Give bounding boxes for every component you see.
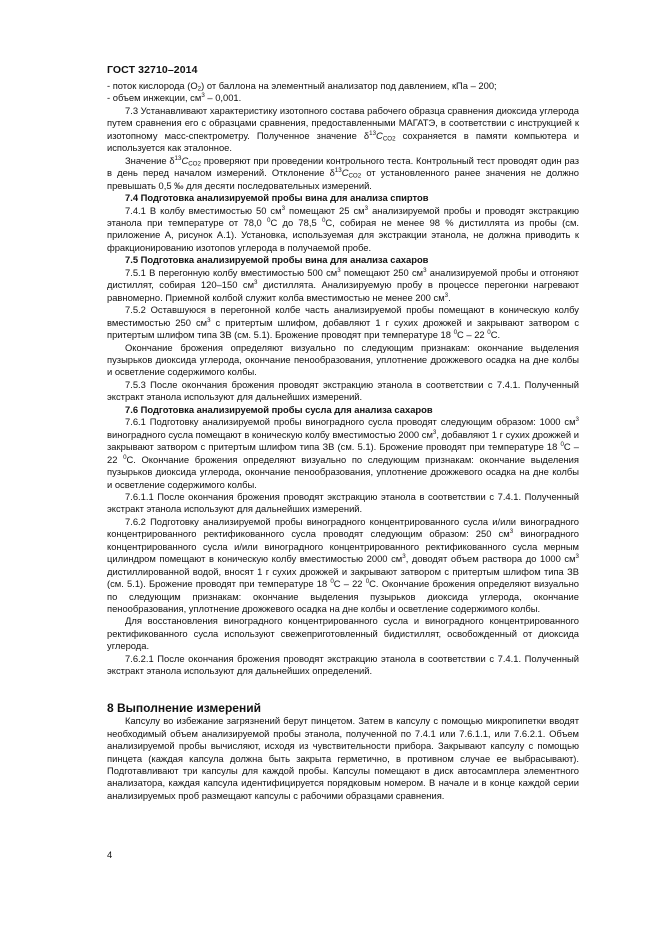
subsection-heading: 7.6 Подготовка анализируемой пробы сусла для анализа сахаров — [125, 403, 433, 415]
section-8-title: 8 Выполнение измерений — [107, 700, 261, 715]
paragraph: 7.6.1.1 После окончания брожения проводят экстракцию этанола в соответствии с 7.4.1. Полученный экстракт этанола используют для дальнейших измерений. — [107, 490, 579, 515]
paragraph: 7.5.1 В перегонную колбу вместимостью 500 $см^3$ помещают 250 $см^3$ анализируемой пробы и отгоняют дистиллят, собирая 120–150 $см^3$ дистиллята. Анализируемую пробу в процессе перегонки нагревают равномерно. Приемной колбой служит колба вместимостью не менее 200 $см^3$. — [107, 266, 579, 303]
paragraph: 7.6.2.1 После окончания брожения проводят экстракцию этанола в соответствии с 7.4.1. Полученный экстракт этанола используют для дальнейших определений. — [107, 652, 579, 677]
paragraph: 7.5.2 Оставшуюся в перегонной колбе часть анализируемой пробы помещают в коническую колбу вместимостью 250 $см^3$ с притертым шлифом, добавляют 1 г сухих дрожжей и закрывают затвором с притертым шлифом типа ЗВ (см. 5.1). Брожение проводят при температуре 18 $^0$С – 22 $^0$С. — [107, 304, 580, 341]
paragraph: 7.6.2 Подготовку анализируемой пробы виноградного концентрированного сусла и/или виноградного концентрированного ректификованного сусла проводят следующим образом: 250 $см^3$ виноградного концентрированного сусла и/или виноградного концентрированного ректификованного сусла мерным цилиндром помещают в коническую колбу вместимостью 2000 $см^3$, доводят объем раствора до 1000 $см^3$ дистиллированной водой, вносят 1 г сухих дрожжей и закрывают затвором с притертым шлифом типа ЗВ (см. 5.1). Брожение проводят при температуре 18 $^0$С – 22 $^0$С. Окончание брожения определяют визуально по следующим признакам: окончание выделения пузырьков диоксида углерода, окончание пенообразования, уплотнение дрожжевого осадка на дне колбы и осветление содержимого колбы. — [107, 515, 579, 615]
paragraph: 7.6.1 Подготовку анализируемой пробы виноградного сусла проводят следующим образом: 1000 $см^3$ виноградного сусла помещают в коническую колбу вместимостью 2000 $см^3$, добавляют 1 г сухих дрожжей и закрывают затвором с притертым шлифом типа ЗВ (см. 5.1). Брожение проводят при температуре 18 $^0$С – 22 $^0$С. Окончание брожения определяют визуально по следующим признакам: окончание выделения пузырьков диоксида углерода, окончание пенообразования, уплотнение дрожжевого осадка на дне колбы и осветление содержимого колбы. — [107, 416, 579, 490]
subsection-heading: 7.4 Подготовка анализируемой пробы вина для анализа спиртов — [125, 192, 429, 204]
paragraph: Окончание брожения определяют визуально по следующим признакам: окончание выделения пузырьков диоксида углерода, окончание пенообразования, уплотнение дрожжевого осадка на дне колбы и осветление содержимого колбы. — [107, 341, 579, 378]
paragraphs-container — [107, 80, 579, 678]
subsection-heading: 7.5 Подготовка анализируемой пробы вина для анализа сахаров — [125, 254, 429, 266]
paragraph: - объем инжекции, $см^3 - 0,001$. — [107, 92, 242, 104]
paragraph: - поток кислорода $(О_2)$ от баллона на элементный анализатор под давлением, кПа – 200; — [107, 80, 497, 93]
document-body — [107, 80, 579, 802]
paragraph: 7.5.3 После окончания брожения проводят экстракцию этанола в соответствии с 7.4.1. Полученный экстракт этанола используют для дальнейших измерений. — [107, 378, 579, 403]
paragraph: Значение $\delta^{13}C_{CO2}$ проверяют при проведении контрольного теста. Контрольный тест проводят один раз в день перед началом измерений. Отклонение $\delta^{13}C_{CO2}$ от установленного ранее значения не должно превышать 0,5 ‰ для десяти последовательных измерений. — [107, 154, 579, 191]
paragraph: Для восстановления виноградного концентрированного сусла и виноградного концентрированного ректификованного сусла используют свежеприготовленный бидистиллят, освобожденный от диоксида углерода. — [107, 615, 579, 652]
document-header: ГОСТ 32710–2014 — [107, 64, 198, 76]
page-number: 4 — [107, 849, 113, 860]
paragraph: 7.4.1 В колбу вместимостью 50 $см^3$ помещают 25 $см^3$ анализируемой пробы и проводят экстракцию этанола при температуре от 78,0 $^0$С до 78,5 $^0$С, собирая не менее 98 % дистиллята из пробы (см. приложение А, рисунок А.1). Установка, используемая для экстракции этанола, не должна приводить к фракционированию изотопов углерода в получаемой пробе. — [107, 204, 579, 253]
paragraph: 7.3 Устанавливают характеристику изотопного состава рабочего образца сравнения диоксида углерода путем сравнения его с образцами сравнения, предоставленными МАГАТЭ, в соответствии с инструкцией к изотопному масс-спектрометру. Полученное значение $\delta^{13}C_{CO2}$ сохраняется в памяти компьютера и используется как эталонное. — [107, 104, 579, 154]
section-8-paragraph: Капсулу во избежание загрязнений берут пинцетом. Затем в капсулу с помощью микропипетки вводят необходимый объем анализируемой пробы этанола, полученной по 7.4.1 или 7.6.1.1, или 7.6.2.1. Объем анализируемой пробы вычисляют, исходя из чувствительности прибора. Закрывают капсулу с помощью пинцета (каждая капсула должна быть закрыта герметично, в противном случае ее выбрасывают). Подготавливают три капсулы для каждой пробы. Капсулы помещают в диск автосамплера элементного анализатора, каждая капсула идентифицируется порядковым номером. В начале и в конце каждой серии анализируемых проб размещают капсулы с рабочими образцами сравнения. — [107, 715, 579, 801]
